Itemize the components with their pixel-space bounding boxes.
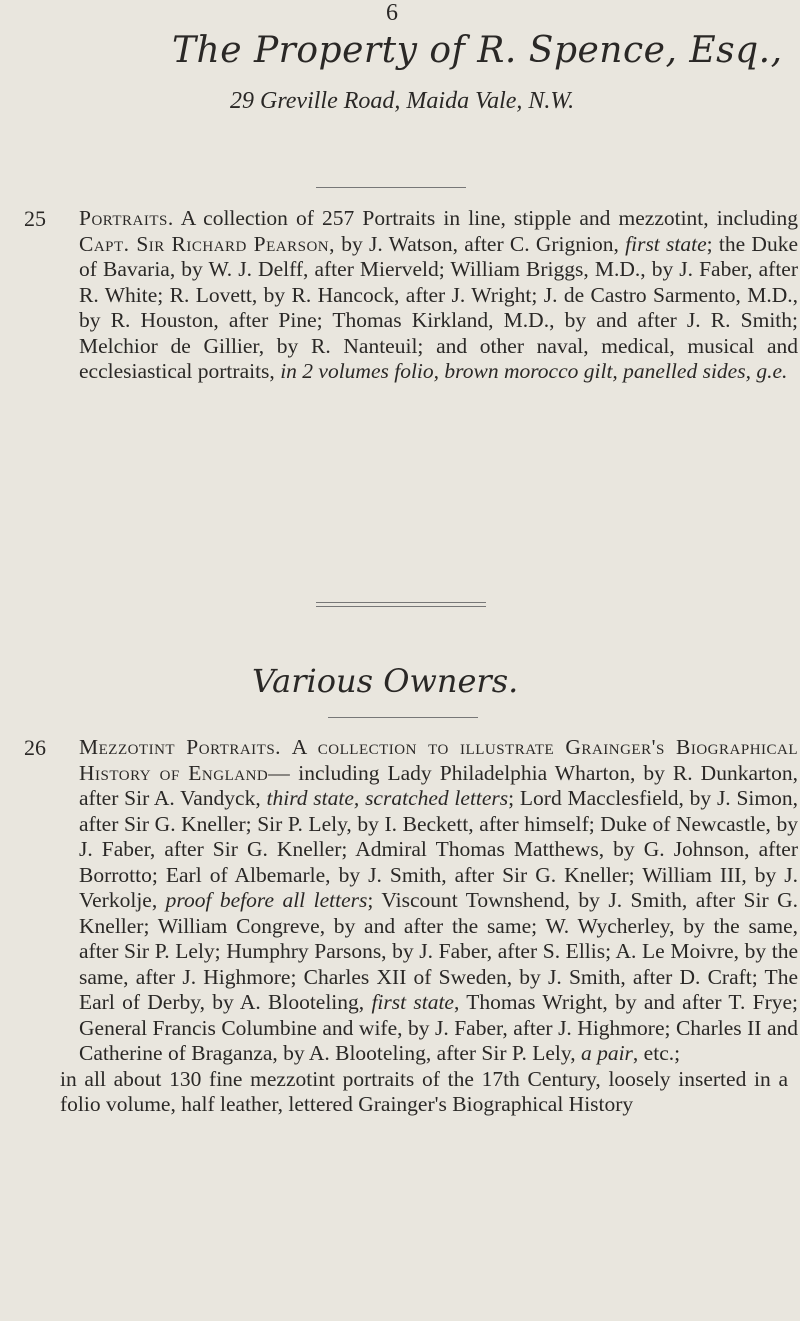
lot-text-b: by J. Watson, after C. Grignion, (334, 231, 626, 256)
lot-text-e: , etc.; (632, 1041, 681, 1065)
lot-pair: a pair (580, 1041, 633, 1065)
lot-title: Mezzotint Portraits. (79, 735, 282, 759)
lot-state-2: proof before all letters (165, 888, 368, 912)
lot-binding: in 2 volumes folio, brown morocco gilt, panelled sides, g.e. (280, 359, 788, 383)
rule-double-2 (316, 606, 486, 607)
rule-top (316, 187, 466, 188)
lot-number: 25 (24, 206, 46, 231)
owner-heading: The Property of R. Spence, Esq., (172, 30, 783, 71)
lot-title: Portraits. (79, 206, 174, 230)
lot-state-1: third state, scratched letters (266, 786, 509, 810)
rule-double-1 (316, 602, 486, 603)
page-number: 6 (386, 0, 398, 26)
lot-sitter-name: Capt. Sir Richard Pearson, (79, 231, 335, 256)
lot-text-c: ; the Duke of Bavaria, by W. J. Delff, after Mierveld; William Briggs, M.D., by J. Faber, after R. White; R. Lovett, by R. Hancock, after J. Wright; J. de Castro Sarmento, M.D., by R. Houston, after Pine; Thomas Kirkland, M.D., by and after J. R. Smith; Melchior de Gillier, by R. Nanteuil; and other naval, medical, musical and ecclesiastical portraits, (79, 231, 798, 383)
lot-state: first state (625, 231, 707, 256)
lot-25 (24, 206, 798, 385)
lot-subtitle: A collection to illustrate Grainger's Biographical History of England— (79, 735, 799, 785)
owner-address: 29 Greville Road, Maida Vale, N.W. (230, 88, 575, 114)
lot-26 (24, 735, 798, 1118)
lot-text-a: including Lady Philadelphia Wharton, by R. Dunkarton, after Sir A. Vandyck, (79, 760, 798, 810)
lot-description (79, 206, 798, 385)
rule-mid (328, 717, 478, 718)
lot-state-3: first state (371, 990, 454, 1014)
section-heading: Various Owners. (252, 662, 519, 700)
lot-closing: in all about 130 fine mezzotint portraits of the 17th Century, loosely inserted in a folio volume, half leather, lettered Grainger's Biographical History (60, 1066, 788, 1116)
lot-number: 26 (24, 735, 46, 760)
lot-text-d: , Thomas Wright, by and after T. Frye; General Francis Columbine and wife, by J. Faber, after J. Highmore; Charles II and Catherine of Braganza, by A. Blooteling, after Sir P. Lely, (79, 990, 799, 1065)
lot-text-a: A collection of 257 Portraits in line, stipple and mezzotint, including (180, 206, 798, 230)
lot-description (79, 735, 798, 1067)
lot-text-b: ; Lord Macclesfield, by J. Simon, after Sir G. Kneller; Sir P. Lely, by I. Beckett, after himself; Duke of Newcastle, by J. Faber, after Sir G. Kneller; Admiral Thomas Matthews, by G. Johnson, after Borrotto; Earl of Albemarle, by J. Smith, after Sir G. Kneller; William III, by J. Verkolje, (79, 786, 798, 912)
lot-text-c: ; Viscount Townshend, by J. Smith, after Sir G. Kneller; William Congreve, by and after the same; W. Wycherley, by the same, after Sir P. Lely; Humphry Parsons, by J. Faber, after S. Ellis; A. Le Moivre, by the same, after J. Highmore; Charles XII of Sweden, by J. Smith, after D. Craft; The Earl of Derby, by A. Blooteling, (79, 888, 798, 1014)
